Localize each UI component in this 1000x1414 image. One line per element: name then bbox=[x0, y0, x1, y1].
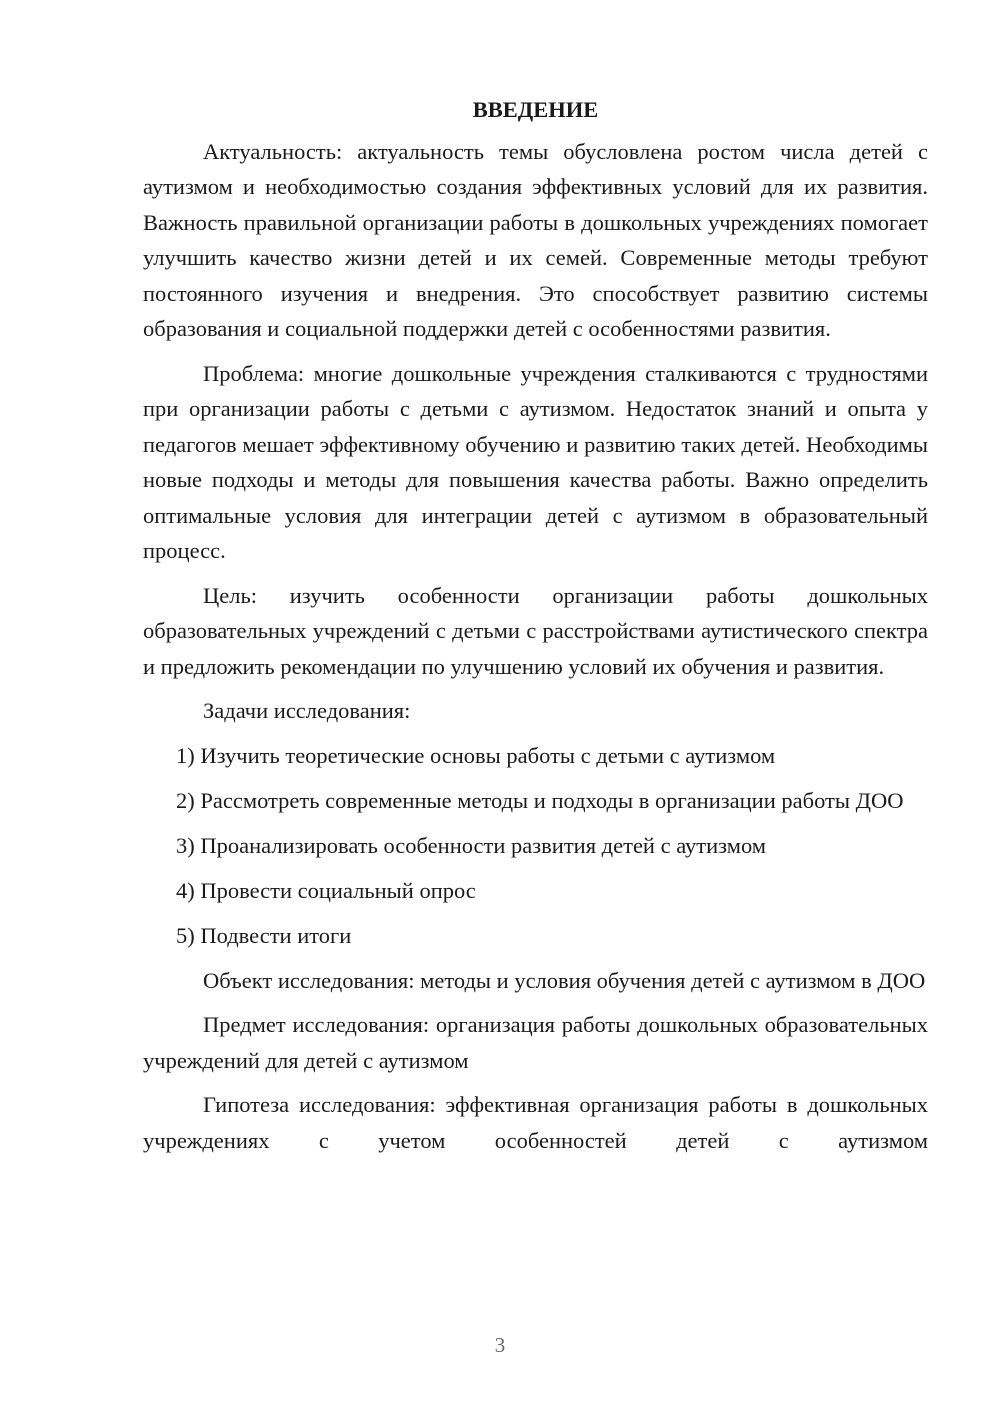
list-item: 4) Провести социальный опрос bbox=[176, 877, 476, 903]
paragraph-hypothesis: Гипотеза исследования: эффективная организация работы в дошкольных учреждениях с учетом особенностей детей с аутизмом bbox=[143, 1092, 928, 1153]
list-item: 3) Проанализировать особенности развития детей с аутизмом bbox=[176, 832, 767, 858]
list-item: 2) Рассмотреть современные методы и подходы в организации работы ДОО bbox=[176, 787, 904, 813]
paragraph-goal: Цель: изучить особенности организации работы дошкольных образовательных учреждений с детьми с расстройствами аутистического спектра и предложить рекомендации по улучшению условий их обучения и развития. bbox=[143, 582, 928, 679]
page-title: ВВЕДЕНИЕ bbox=[472, 97, 599, 122]
tasks-heading: Задачи исследования: bbox=[203, 698, 411, 723]
paragraph-object: Объект исследования: методы и условия обучения детей с аутизмом в ДОО bbox=[203, 967, 926, 993]
paragraph-relevance: Актуальность: актуальность темы обусловлена ростом числа детей с аутизмом и необходимостью создания эффективных условий для их развития. Важность правильной организации работы в дошкольных учреждениях помогает улучшить качество жизни детей и их семей. Современные методы требуют постоянного изучения и внедрения. Это способствует развитию системы образования и социальной поддержки детей с особенностями развития. bbox=[143, 138, 928, 341]
list-item: 1) Изучить теоретические основы работы с детьми с аутизмом bbox=[176, 742, 776, 768]
paragraph-subject: Предмет исследования: организация работы дошкольных образовательных учреждений для детей с аутизмом bbox=[143, 1012, 928, 1073]
document-page bbox=[143, 92, 928, 1167]
page-number: 3 bbox=[494, 1333, 506, 1357]
paragraph-problem: Проблема: многие дошкольные учреждения сталкиваются с трудностями при организации работы с детьми с аутизмом. Недостаток знаний и опыта у педагогов мешает эффективному обучению и развитию таких детей. Необходимы новые подходы и методы для повышения качества работы. Важно определить оптимальные условия для интеграции детей с аутизмом в образовательный процесс. bbox=[143, 360, 928, 563]
list-item: 5) Подвести итоги bbox=[176, 922, 352, 948]
